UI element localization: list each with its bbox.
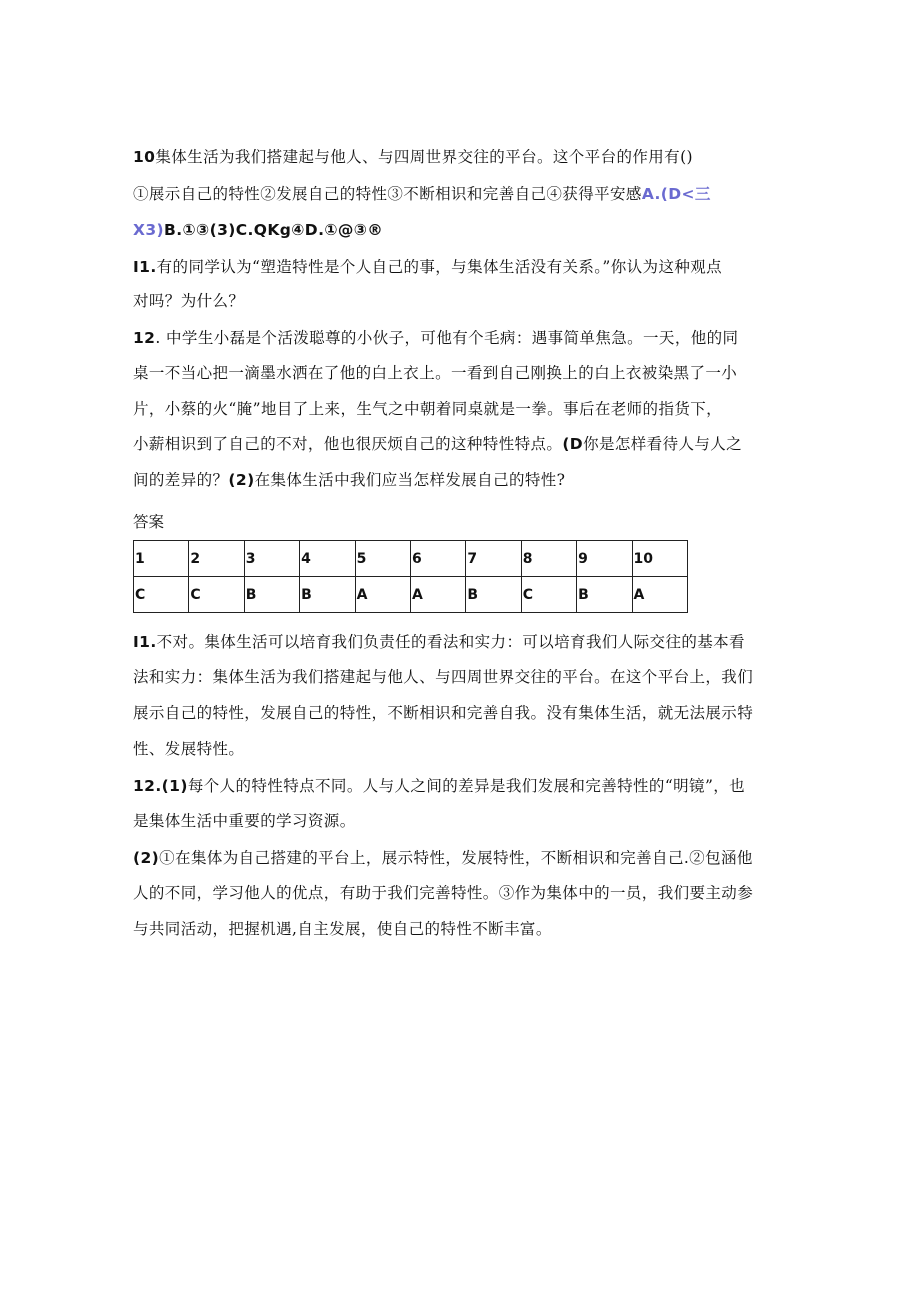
answer-number-cell: 7: [466, 541, 521, 577]
q12-line-1: 12. 中学生小磊是个活泼聪尊的小伙子，可他有个毛病：遇事简单焦急。一天，他的同: [133, 329, 739, 347]
answer-letter-cell: A: [632, 577, 687, 613]
q12-number: 12: [133, 329, 156, 347]
answer-number-cell: 3: [244, 541, 299, 577]
q12-line-5: 间的差异的？(2)在集体生活中我们应当怎样发展自己的特性?: [133, 471, 566, 489]
a11-line-3: 展示自己的特性，发展自己的特性，不断相识和完善自我。没有集体生活，就无法展示特: [133, 704, 754, 722]
answer-table-letter-row: [134, 577, 688, 613]
answers-label: 答案: [133, 513, 165, 531]
answer-number-cell: 8: [521, 541, 576, 577]
answer-number-cell: 5: [355, 541, 410, 577]
answer-letter-cell: A: [355, 577, 410, 613]
a12-line-5: 与共同活动，把握机遇,自主发展，使自己的特性不断丰富。: [133, 920, 552, 938]
answer-number-cell: 6: [410, 541, 465, 577]
answer-letter-cell: C: [189, 577, 244, 613]
answer-number-cell: 1: [134, 541, 189, 577]
answer-table-number-row: [134, 541, 688, 577]
answer-letter-cell: B: [577, 577, 632, 613]
q12-line-4: 小薪相识到了自己的不对，他也很厌烦自己的这种特性特点。(D你是怎样看待人与人之: [133, 435, 743, 453]
q11-line-1: I1.有的同学认为“塑造特性是个人自己的事，与集体生活没有关系。”你认为这种观点: [133, 258, 723, 276]
q12-line-2: 桌一不当心把一滴墨水洒在了他的白上衣上。一看到自己刚换上的白上衣被染黑了一小: [133, 364, 738, 382]
q11-number: I1.: [133, 258, 157, 276]
q10-options: ①展示自己的特性②发展自己的特性③不断相识和完善自己④获得平安感A.(D<三: [133, 185, 711, 203]
a12-number-2: (2): [133, 849, 160, 867]
answer-letter-cell: B: [300, 577, 355, 613]
a12-line-1: 12.(1)每个人的特性特点不同。人与人之间的差异是我们发展和完善特性的“明镜”，也: [133, 777, 746, 795]
answer-letter-cell: C: [521, 577, 576, 613]
a12-line-4: 人的不同，学习他人的优点，有助于我们完善特性。③作为集体中的一员，我们要主动参: [133, 884, 754, 902]
q10-number: 10: [133, 148, 156, 166]
answer-letter-cell: B: [244, 577, 299, 613]
a11-line-2: 法和实力：集体生活为我们搭建起与他人、与四周世界交往的平台。在这个平台上，我们: [133, 668, 754, 686]
a12-number: 12.(1): [133, 777, 188, 795]
q10-stem: 10集体生活为我们搭建起与他人、与四周世界交往的平台。这个平台的作用有(): [133, 148, 693, 166]
q12-line-3: 片，小蔡的火“腌”地目了上来，生气之中朝着同桌就是一拳。事后在老师的指货下，: [133, 400, 723, 418]
answer-letter-cell: C: [134, 577, 189, 613]
q10-choices: X3)B.①③(3)C.QKg④D.①@③®: [133, 221, 384, 239]
answer-number-cell: 2: [189, 541, 244, 577]
answer-number-cell: 9: [577, 541, 632, 577]
answer-letter-cell: B: [466, 577, 521, 613]
a12-line-3: (2)①在集体为自己搭建的平台上，展示特性，发展特性，不断相识和完善自己.②包涵他: [133, 849, 753, 867]
answer-letter-cell: A: [410, 577, 465, 613]
answer-table: [133, 540, 688, 613]
answer-number-cell: 10: [632, 541, 687, 577]
a11-number: I1.: [133, 633, 157, 651]
a11-line-4: 性、发展特性。: [133, 740, 245, 758]
q11-line-2: 对吗？为什么？: [133, 292, 245, 310]
answer-number-cell: 4: [300, 541, 355, 577]
a11-line-1: I1.不对。集体生活可以培育我们负责任的看法和实力：可以培育我们人际交往的基本看: [133, 633, 745, 651]
a12-line-2: 是集体生活中重要的学习资源。: [133, 812, 356, 830]
